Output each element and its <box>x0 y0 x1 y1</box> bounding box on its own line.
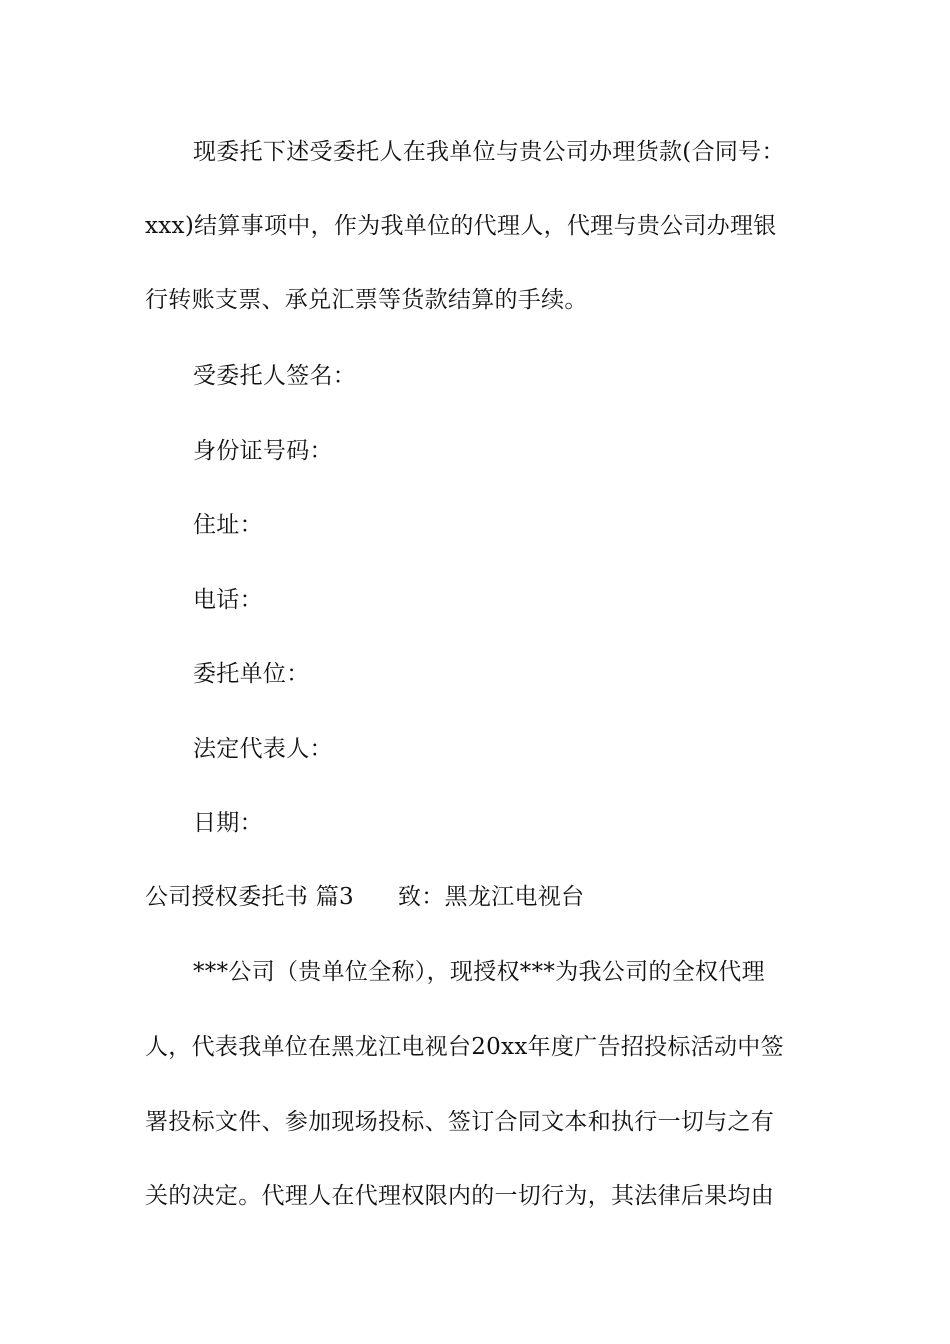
field-id-number: 身份证号码： <box>193 438 333 464</box>
field-trustee-signature: 受委托人签名： <box>193 363 357 389</box>
paragraph1-line2: xxx)结算事项中，作为我单位的代理人，代理与贵公司办理银 <box>145 213 777 239</box>
field-address: 住址： <box>193 512 263 538</box>
field-entrusting-unit: 委托单位： <box>193 661 310 687</box>
paragraph1-line1: 现委托下述受委托人在我单位与贵公司办理货款(合同号： <box>193 139 785 165</box>
paragraph2-line4: 关的决定。代理人在代理权限内的一切行为，其法律后果均由 <box>145 1183 775 1209</box>
paragraph2-line2: 人，代表我单位在黑龙江电视台20xx年度广告招投标活动中签 <box>145 1034 784 1060</box>
field-legal-representative: 法定代表人： <box>193 736 333 762</box>
section3-recipient: 致：黑龙江电视台 <box>397 884 585 910</box>
field-date: 日期： <box>193 810 263 836</box>
section3-heading <box>145 882 815 912</box>
paragraph2-line1: ***公司（贵单位全称），现授权***为我公司的全权代理 <box>193 959 765 985</box>
field-phone: 电话： <box>193 587 263 613</box>
paragraph1-line3: 行转账支票、承兑汇票等货款结算的手续。 <box>145 287 588 313</box>
section3-title: 公司授权委托书 篇3 <box>145 884 354 910</box>
paragraph2-line3: 署投标文件、参加现场投标、签订合同文本和执行一切与之有 <box>145 1109 775 1135</box>
